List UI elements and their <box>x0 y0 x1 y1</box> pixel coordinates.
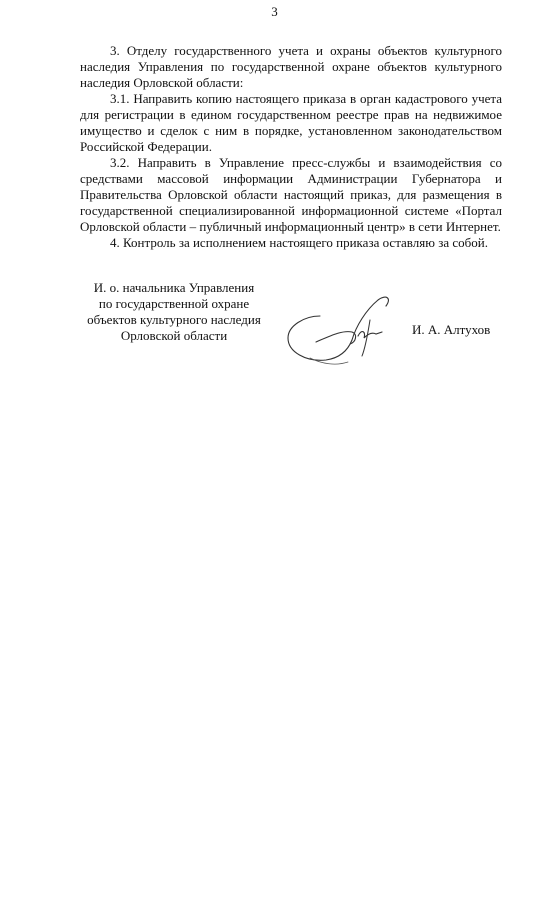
document-body <box>80 43 502 251</box>
handwritten-signature-icon <box>282 292 402 372</box>
signer-name: И. А. Алтухов <box>412 322 491 337</box>
signatory-position <box>64 280 284 344</box>
paragraph-4: 4. Контроль за исполнением настоящего приказа оставляю за собой. <box>110 235 488 250</box>
page-number: 3 <box>271 4 278 19</box>
position-line: Орловской области <box>120 328 228 343</box>
position-line: И. о. начальника Управления <box>93 280 255 295</box>
paragraph-3-2: 3.2. Направить в Управление пресс-службы и взаимодействия со средствами массовой информации Администрации Губернатора и Правительства Орловской области настоящий приказ, для размещения в государственной специализированной информационной системе «Портал Орловской области – публичный информационный центр» в сети Интернет. <box>80 155 502 234</box>
position-line: по государственной охране <box>98 296 250 311</box>
paragraph-3-1: 3.1. Направить копию настоящего приказа в орган кадастрового учета для регистрации в едином государственном реестре прав на недвижимое имущество и сделок с ним в порядке, установленном законодательством Российской Федерации. <box>80 91 502 154</box>
position-line: объектов культурного наследия <box>87 312 261 327</box>
paragraph-3: 3. Отделу государственного учета и охраны объектов культурного наследия Управления по государственной охране объектов культурного наследия Орловской области: <box>80 43 502 90</box>
